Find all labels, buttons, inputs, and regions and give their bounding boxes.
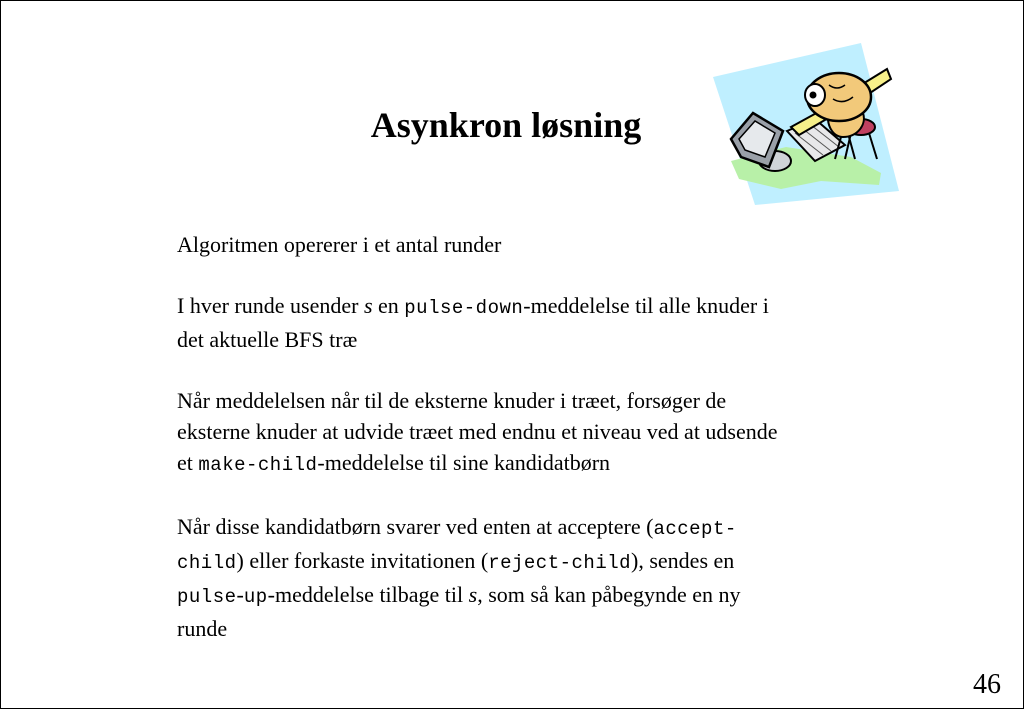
text-run: Når disse kandidatbørn svarer ved enten at acceptere (: [177, 514, 654, 539]
code-pulse: pulse: [177, 586, 237, 608]
text-run: -meddelelse til sine kandidatbørn: [317, 450, 611, 475]
clipart-drawing: [711, 39, 901, 209]
paragraph-text: Algoritmen opererer i et antal runder: [177, 232, 502, 257]
text-run: en: [372, 293, 405, 318]
paragraph-make-child: [177, 385, 907, 481]
text-run: ) eller forkaste invitationen (: [236, 548, 489, 573]
text-line: eksterne knuder at udvide træet med endnu et niveau ved at udsende: [177, 419, 778, 444]
variable-s: s: [468, 582, 478, 607]
slide-title: Asynkron løsning: [370, 105, 642, 145]
code-accept-child-cont: child: [177, 552, 237, 574]
paragraph-rounds: [177, 229, 907, 260]
variable-s: s: [363, 293, 373, 318]
text-line: Når meddelelsen når til de eksterne knuder i træet, forsøger de: [177, 388, 727, 413]
code-pulse-down: pulse-down: [404, 297, 524, 319]
code-make-child: make-child: [198, 454, 318, 476]
text-run: , som så kan påbegynde en ny: [477, 582, 741, 607]
text-run: I hver runde usender: [177, 293, 364, 318]
text-run: det aktuelle BFS træ: [177, 327, 358, 352]
person-at-computer-icon: [711, 39, 901, 209]
text-run: -meddelelse til alle knuder i: [523, 293, 769, 318]
text-run: -meddelelse tilbage til: [267, 582, 469, 607]
code-up: up: [243, 586, 268, 608]
paragraph-pulse-down: [177, 290, 907, 355]
code-accept-child: accept-: [653, 518, 737, 540]
paragraph-pulse-up: [177, 511, 907, 644]
text-run: et: [177, 450, 199, 475]
code-reject-child: reject-child: [488, 552, 632, 574]
page-number: 46: [973, 669, 1001, 700]
slide-body: [177, 229, 907, 674]
text-run: runde: [177, 616, 228, 641]
text-run: -: [236, 582, 244, 607]
text-run: ), sendes en: [631, 548, 735, 573]
